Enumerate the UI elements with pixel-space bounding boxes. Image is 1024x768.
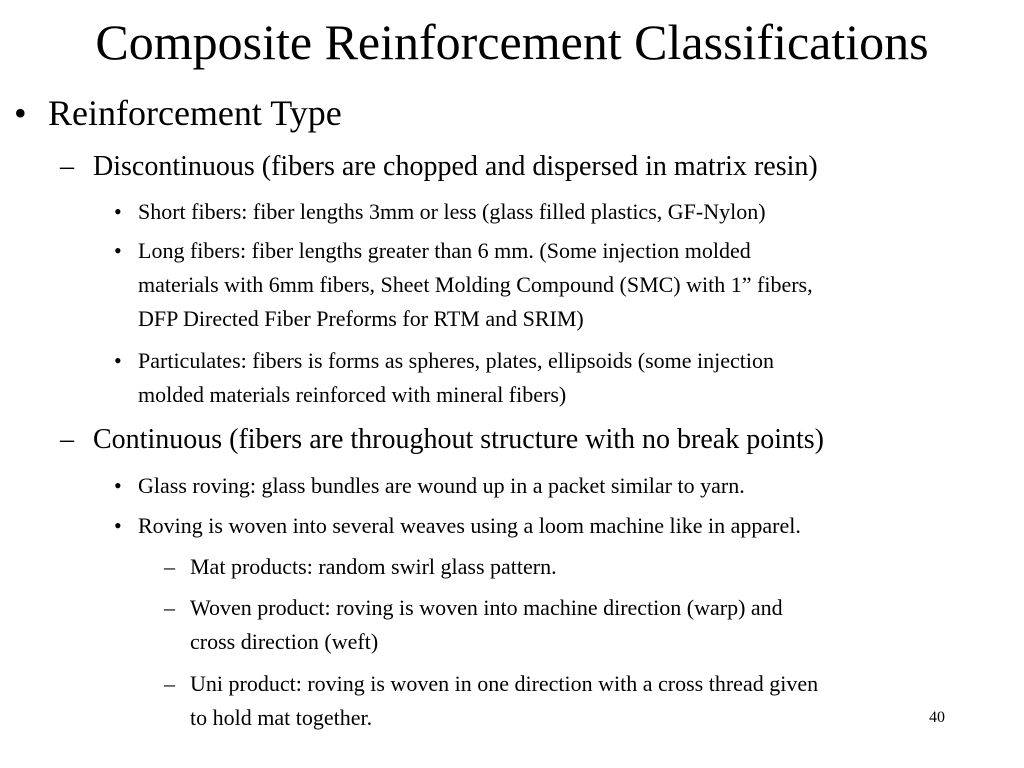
dash-marker: –	[60, 424, 74, 455]
item-text: Glass roving: glass bundles are wound up in a packet similar to yarn.	[138, 473, 745, 498]
slide-title: Composite Reinforcement Classifications	[95, 14, 929, 70]
bullet-marker: •	[114, 473, 122, 498]
dash-marker: –	[60, 151, 74, 182]
item-glass-roving	[0, 469, 1024, 503]
item-particulates	[0, 344, 1024, 412]
sub-bullet-text: Discontinuous (fibers are chopped and dispersed in matrix resin)	[93, 151, 818, 182]
page-number: 40	[929, 709, 945, 726]
bullet-marker: •	[114, 238, 122, 263]
dash-marker: –	[164, 671, 175, 696]
sub-item-text-line-1: Woven product: roving is woven into machine direction (warp) and	[190, 595, 783, 620]
bullet-marker: •	[14, 93, 27, 133]
sub-bullet-text: Continuous (fibers are throughout structure with no break points)	[93, 424, 824, 455]
sub-item-text-line-1: Uni product: roving is woven in one direction with a cross thread given	[190, 671, 819, 696]
item-long-fibers	[0, 234, 1024, 336]
item-short-fibers	[0, 195, 1024, 229]
sub-item-text: Mat products: random swirl glass pattern.	[190, 554, 557, 579]
item-text: Short fibers: fiber lengths 3mm or less (glass filled plastics, GF-Nylon)	[138, 199, 766, 224]
item-text-line-2: materials with 6mm fibers, Sheet Molding Compound (SMC) with 1” fibers,	[138, 272, 813, 297]
sub-bullet-continuous	[0, 422, 1024, 458]
bullet-text: Reinforcement Type	[48, 93, 342, 133]
sub-bullet-discontinuous	[0, 149, 1024, 185]
item-text-line-2: molded materials reinforced with mineral fibers)	[138, 382, 567, 407]
item-roving-woven	[0, 509, 1024, 543]
item-text-line-1: Long fibers: fiber lengths greater than 6 mm. (Some injection molded	[138, 238, 751, 263]
sub-item-text-line-2: to hold mat together.	[190, 705, 373, 730]
bullet-reinforcement-type	[0, 91, 1024, 135]
item-text-line-1: Particulates: fibers is forms as spheres, plates, ellipsoids (some injection	[138, 348, 775, 373]
sub-item-mat-products	[0, 550, 1024, 584]
dash-marker: –	[164, 554, 175, 579]
item-text: Roving is woven into several weaves using a loom machine like in apparel.	[138, 513, 801, 538]
sub-item-text-line-2: cross direction (weft)	[190, 629, 379, 654]
sub-item-woven-product	[0, 591, 1024, 659]
dash-marker: –	[164, 595, 175, 620]
sub-item-uni-product	[0, 667, 1024, 735]
bullet-marker: •	[114, 348, 122, 373]
bullet-marker: •	[114, 199, 122, 224]
item-text-line-3: DFP Directed Fiber Preforms for RTM and SRIM)	[138, 306, 584, 331]
bullet-marker: •	[114, 513, 122, 538]
